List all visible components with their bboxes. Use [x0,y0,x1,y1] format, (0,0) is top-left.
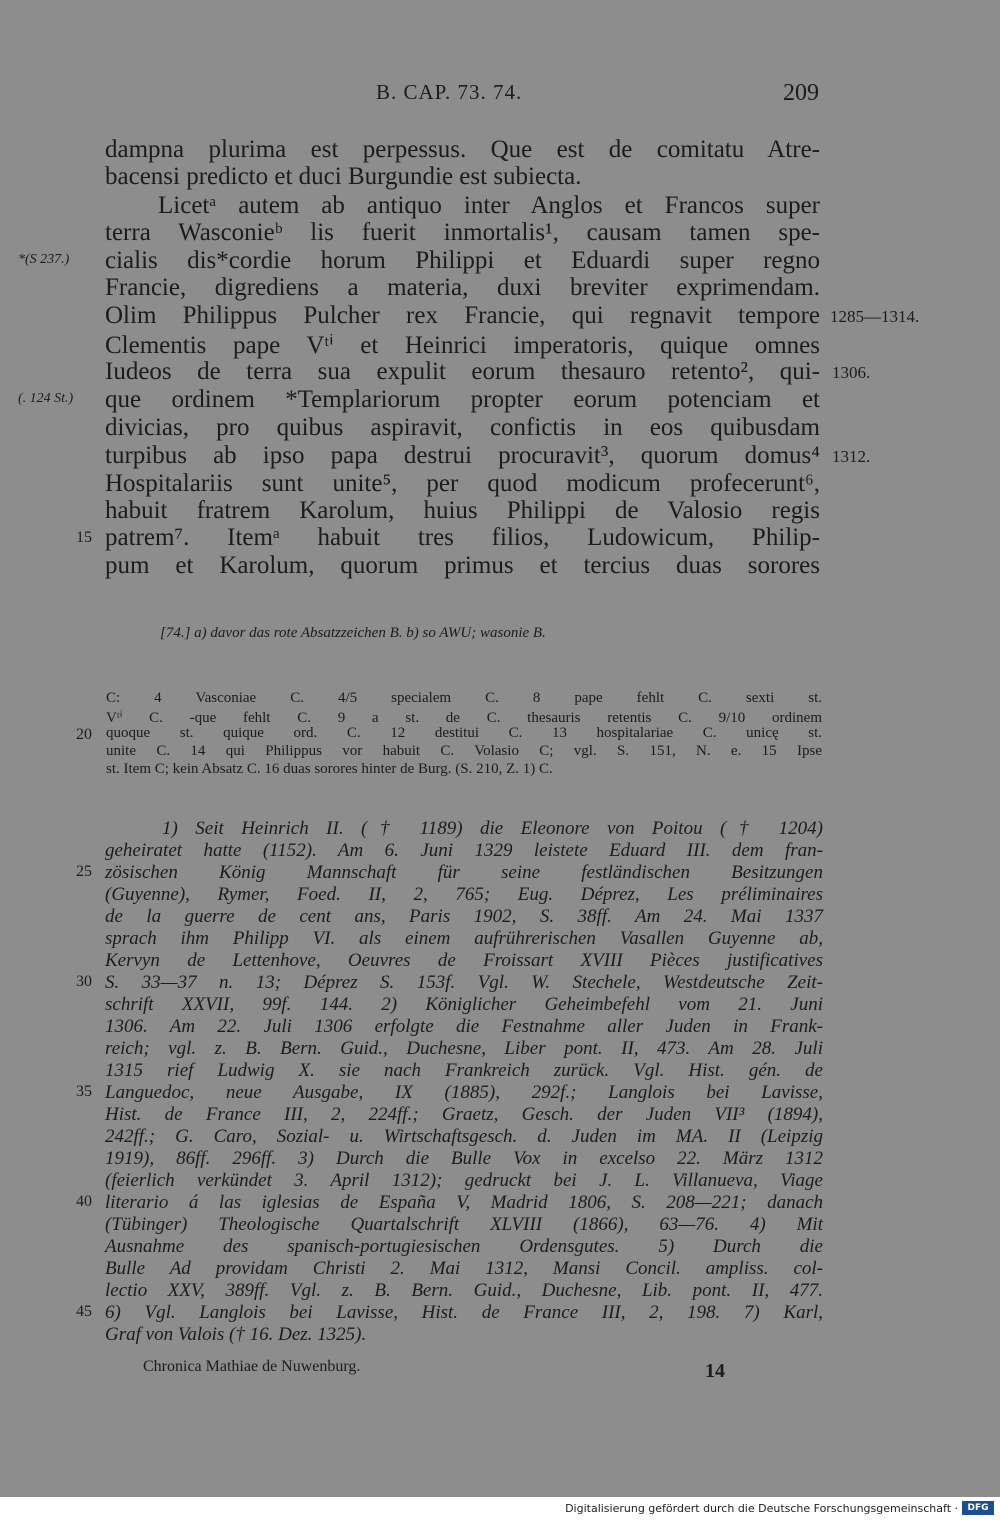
main-text-line: Iudeos de terra sua expulit eorum thesauro retento², qui- [105,358,820,385]
line-number: 35 [76,1083,92,1100]
attribution-bar [0,1497,1000,1520]
attribution-text: Digitalisierung gefördert durch die Deutsche Forschungsgemeinschaft · [565,1502,958,1515]
line-number: 20 [76,726,92,743]
footnote-line: (Tübinger) Theologische Quartalschrift XLVIII (1866), 63—76. 4) Mit [105,1214,823,1235]
main-text-line: dampna plurima est perpessus. Que est de comitatu Atre- [105,136,820,163]
main-text-line: habuit fratrem Karolum, huius Philippi de Valosio regis [105,497,820,524]
page-number: 209 [783,80,819,106]
footnote-line: Graf von Valois († 16. Dez. 1325). [105,1324,367,1345]
main-text-line: turpibus ab ipso papa destrui procuravit³, quorum domus⁴ [105,442,820,469]
footnote-line: Ausnahme des spanisch-portugiesischen Ordensgutes. 5) Durch die [105,1236,823,1257]
apparatus-line: st. Item C; kein Absatz C. 16 duas sorores hinter de Burg. (S. 210, Z. 1) C. [106,761,553,777]
line-number: 40 [76,1193,92,1210]
footnote-line: S. 33—37 n. 13; Déprez S. 153f. Vgl. W. Stechele, Westdeutsche Zeit- [105,972,823,993]
footnote-line: 1315 rief Ludwig X. sie nach Frankreich zurück. Vgl. Hist. gén. de [105,1060,823,1081]
footnote-line: (Guyenne), Rymer, Foed. II, 2, 765; Eug. Déprez, Les préliminaires [105,884,823,905]
footnote-line: schrift XXVII, 99f. 144. 2) Königlicher Geheimbefehl vom 21. Juni [105,994,823,1015]
line-number: 45 [76,1303,92,1320]
margin-ref-s237: *(S 237.) [18,252,70,267]
main-text-line: Clementis pape Vᵗⁱ et Heinrici imperatoris, quique omnes [105,332,820,359]
book-title-footer: Chronica Mathiae de Nuwenburg. [143,1358,361,1375]
margin-year: 1306. [832,363,871,382]
apparatus-note: [74.] a) davor das rote Absatzzeichen B. b) so AWU; wasonie B. [160,625,546,641]
main-text-line: Olim Philippus Pulcher rex Francie, qui regnavit tempore [105,302,820,329]
margin-year: 1312. [832,447,871,466]
line-number: 15 [76,529,92,546]
footnote-line: (feierlich verkündet 3. April 1312); gedruckt bei J. L. Villanueva, Viage [105,1170,823,1191]
footnote-line: Kervyn de Lettenhove, Oeuvres de Froissart XVIII Pièces justificatives [105,950,823,971]
running-title: B. CAP. 73. 74. [376,80,523,104]
main-text-line: Hospitalariis sunt unite⁵, per quod modicum profecerunt⁶, [105,470,820,497]
footnote-line: 242ff.; G. Caro, Sozial- u. Wirtschaftsgesch. d. Juden im MA. II (Leipzig [105,1126,823,1147]
footnote-line: zösischen König Mannschaft für seine festländischen Besitzungen [105,862,823,883]
footnote-line: literario á las iglesias de España V, Madrid 1806, S. 208—221; danach [105,1192,823,1213]
apparatus-line: unite C. 14 qui Philippus vor habuit C. Volasio C; vgl. S. 151, N. e. 15 Ipse [106,743,822,759]
line-number: 25 [76,863,92,880]
footnote-line: reich; vgl. z. B. Bern. Guid., Duchesne, Liber pont. II, 473. Am 28. Juli [105,1038,823,1059]
margin-ref-st124: (. 124 St.) [18,391,74,406]
line-number: 30 [76,973,92,990]
footnote-line: de la guerre de cent ans, Paris 1902, S. 38ff. Am 24. Mai 1337 [105,906,823,927]
footnote-line: 1919), 86ff. 296ff. 3) Durch die Bulle Vox in excelso 22. März 1312 [105,1148,823,1169]
footnote-line: Hist. de France III, 2, 224ff.; Graetz, Gesch. der Juden VII³ (1894), [105,1104,823,1125]
main-text-line: cialis dis*cordie horum Philippi et Eduardi super regno [105,247,820,274]
footnote-line: 1) Seit Heinrich II. († 1189) die Eleonore von Poitou († 1204) [162,818,823,839]
footnote-line: 6) Vgl. Langlois bei Lavisse, Hist. de France III, 2, 198. 7) Karl, [105,1302,823,1323]
margin-year: 1285—1314. [830,307,920,326]
footnote-line: Languedoc, neue Ausgabe, IX (1885), 292f.; Langlois bei Lavisse, [105,1082,823,1103]
footnote-line: Bulle Ad providam Christi 2. Mai 1312, Mansi Concil. ampliss. col- [105,1258,823,1279]
footnote-line: sprach ihm Philipp VI. als einem aufrührerischen Vasallen Guyenne ab, [105,928,823,949]
main-text-line: pum et Karolum, quorum primus et tercius duas sorores [105,552,820,579]
main-text-line: patrem⁷. Itemᵃ habuit tres filios, Ludowicum, Philip- [105,524,820,551]
dfg-logo: DFG [962,1501,994,1515]
apparatus-line: quoque st. quique ord. C. 12 destitui C. 13 hospitalariae C. unicę st. [106,725,822,741]
main-text-line: Francie, digrediens a materia, duxi breviter exprimendam. [105,274,820,301]
main-text-line: Licetᵃ autem ab antiquo inter Anglos et Francos super [158,192,820,219]
footnote-line: geheiratet hatte (1152). Am 6. Juni 1329 leistete Eduard III. dem fran- [105,840,823,861]
main-text-line: terra Wasconieᵇ lis fuerit inmortalis¹, causam tamen spe- [105,219,820,246]
main-text-line: bacensi predicto et duci Burgundie est subiecta. [105,163,582,190]
footnote-line: lectio XXV, 389ff. Vgl. z. B. Bern. Guid., Duchesne, Lib. pont. II, 477. [105,1280,823,1301]
footnote-line: 1306. Am 22. Juli 1306 erfolgte die Festnahme aller Juden in Frank- [105,1016,823,1037]
apparatus-line: Vᵗⁱ C. -que fehlt C. 9 a st. de C. thesauris retentis C. 9/10 ordinem [106,710,822,726]
main-text-line: que ordinem *Templariorum propter eorum potenciam et [105,386,820,413]
main-text-line: divicias, pro quibus aspiravit, confictis in eos quibusdam [105,414,820,441]
apparatus-line: C: 4 Vasconiae C. 4/5 specialem C. 8 pape fehlt C. sexti st. [106,690,822,706]
signature-mark: 14 [705,1360,725,1382]
